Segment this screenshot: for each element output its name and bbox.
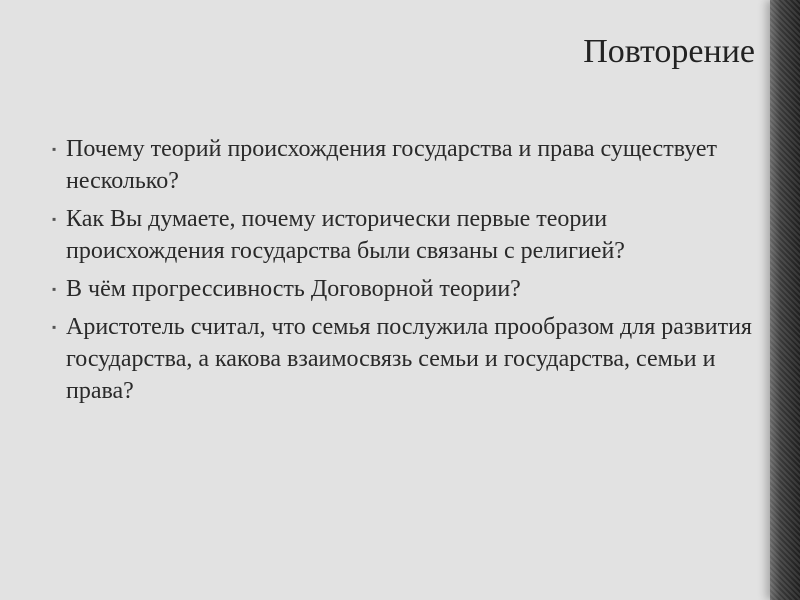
list-item (48, 133, 760, 197)
list-item (48, 311, 760, 407)
bullet-text: Почему теорий происхождения государства и права существует несколько? (66, 136, 718, 194)
bullet-text: Как Вы думаете, почему исторически первые теории происхождения государства были связаны с религией? (66, 206, 625, 264)
decorative-edge (770, 0, 800, 600)
bullet-text: В чём прогрессивность Договорной теории? (66, 276, 521, 302)
list-item (48, 273, 760, 305)
list-item (48, 203, 760, 267)
bullet-marker-icon: ▪ (52, 142, 57, 156)
bullet-text: Аристотель считал, что семья послужила прообразом для развития государства, а какова взаимосвязь семьи и государства, семьи и права? (66, 314, 752, 404)
bullet-list (48, 133, 760, 413)
bullet-marker-icon: ▪ (52, 212, 57, 226)
bullet-marker-icon: ▪ (52, 320, 57, 334)
slide-title: Повторение (583, 33, 755, 70)
bullet-marker-icon: ▪ (52, 282, 57, 296)
